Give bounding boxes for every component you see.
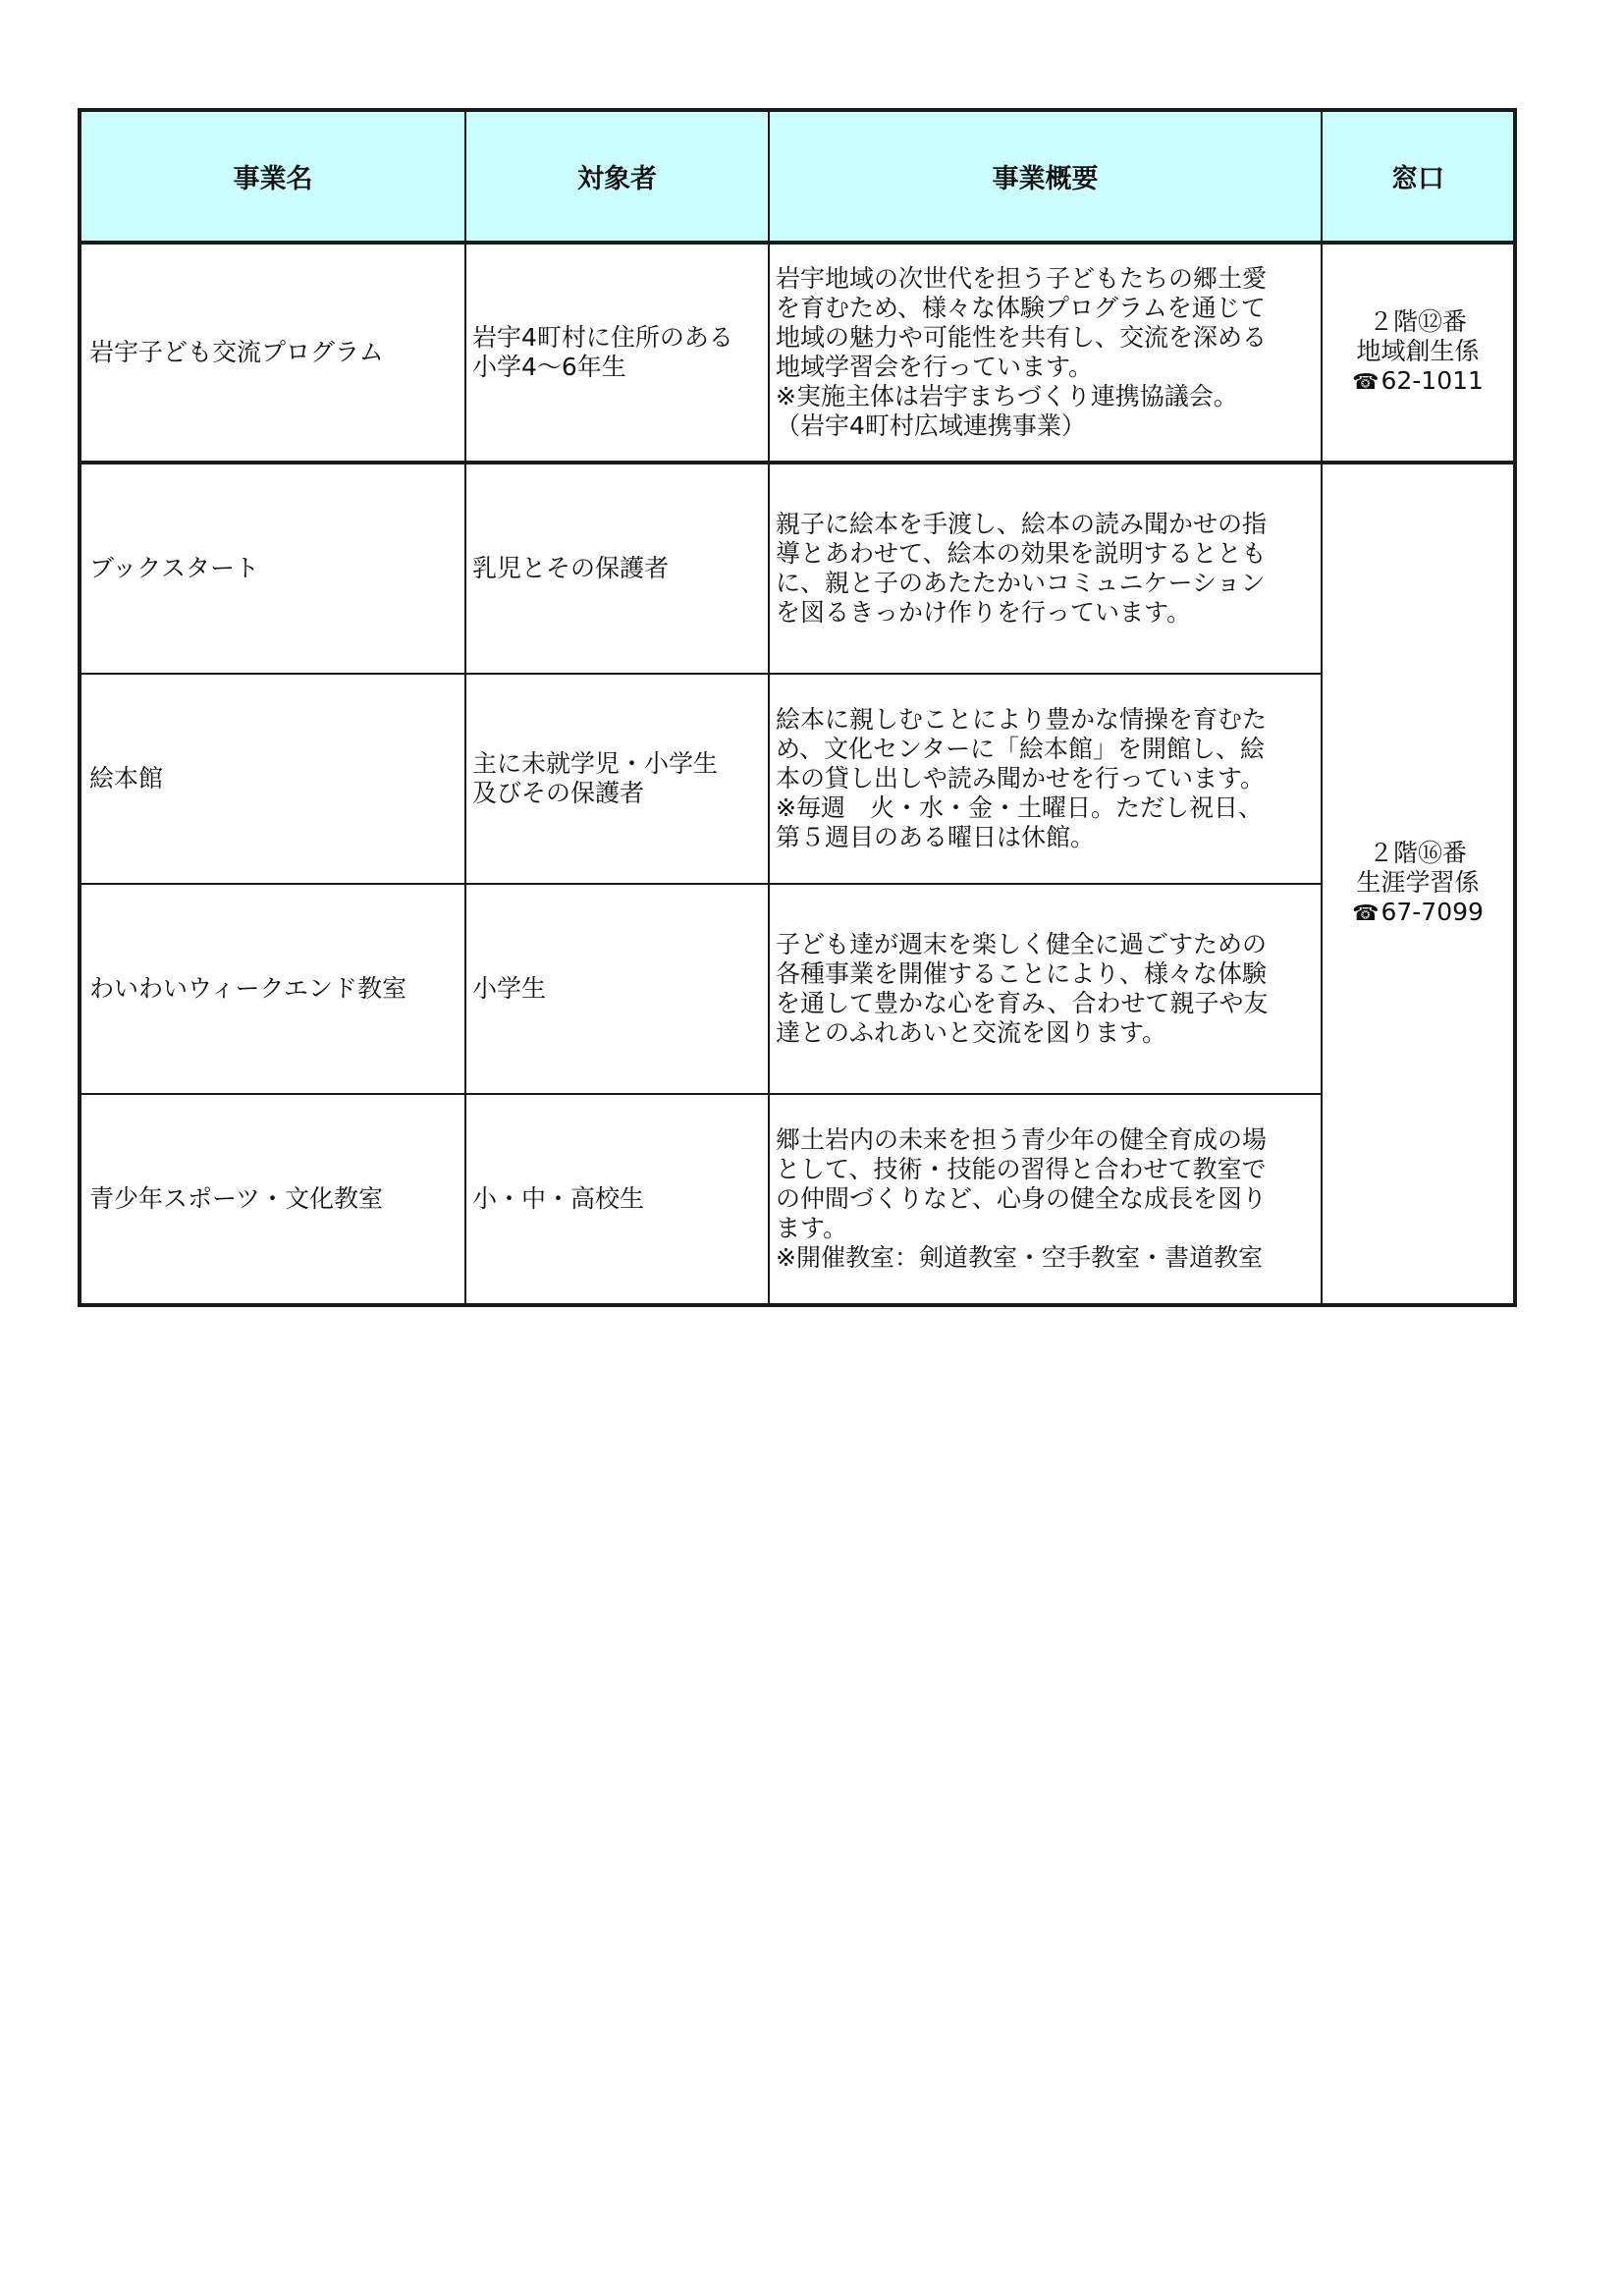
summary-line: ※毎週 火・水・金・土曜日。ただし祝日、 — [776, 793, 1263, 822]
program-name: わいわいウィークエンド教室 — [80, 884, 465, 1094]
contact-floor: ２階⑫番 — [1368, 307, 1467, 336]
program-name: 岩宇子ども交流プログラム — [80, 243, 465, 463]
header-name: 事業名 — [80, 110, 465, 243]
target-line: 主に未就学児・小学生 — [472, 749, 719, 778]
summary-line: ます。 — [776, 1214, 848, 1242]
summary-line: ※開催教室：剣道教室・空手教室・書道教室 — [776, 1243, 1263, 1272]
summary-line: ※実施主体は岩宇まちづくり連携協議会。 — [776, 382, 1238, 410]
summary-line: を通して豊かな心を育み、合わせて親子や友 — [776, 989, 1269, 1017]
program-summary — [769, 463, 1322, 674]
summary-line: 子ども達が週末を楽しく健全に過ごすための — [776, 930, 1268, 958]
contact-phone-line — [1323, 898, 1513, 929]
summary-line: の仲間づくりなど、心身の健全な成長を図り — [776, 1184, 1268, 1213]
program-target — [465, 1094, 769, 1305]
program-summary — [769, 243, 1322, 463]
header-contact: 窓口 — [1322, 110, 1515, 243]
program-target — [465, 884, 769, 1094]
program-target — [465, 674, 769, 884]
target-line: 小学生 — [472, 974, 547, 1003]
program-target — [465, 243, 769, 463]
program-summary — [769, 884, 1322, 1094]
contact-phone-line — [1323, 366, 1513, 398]
target-line: 小学4～6年生 — [472, 353, 626, 381]
summary-line: 郷土岩内の未来を担う青少年の健全育成の場 — [776, 1125, 1268, 1154]
summary-line: に、親と子のあたたかいコミュニケーション — [776, 569, 1266, 597]
table-row — [80, 1094, 1515, 1305]
program-target — [465, 463, 769, 674]
contact-phone: 67-7099 — [1380, 898, 1484, 926]
contact-phone: 62-1011 — [1380, 366, 1484, 395]
program-name: 絵本館 — [80, 674, 465, 884]
program-summary — [769, 674, 1322, 884]
summary-line: 地域の魅力や可能性を共有し、交流を深める — [776, 323, 1268, 352]
contact-floor: ２階⑯番 — [1368, 839, 1467, 867]
summary-line: 本の貸し出しや読み聞かせを行っています。 — [776, 764, 1266, 793]
summary-line: として、技術・技能の習得と合わせて教室で — [776, 1155, 1267, 1183]
summary-line: （岩宇4町村広域連携事業） — [776, 411, 1086, 440]
telephone-icon: ☎ — [1352, 370, 1380, 395]
contact-section: 地域創生係 — [1356, 337, 1480, 365]
target-line: 及びその保護者 — [472, 779, 645, 807]
summary-line: 導とあわせて、絵本の効果を説明するととも — [776, 539, 1267, 568]
program-summary — [769, 1094, 1322, 1305]
summary-line: を育むため、様々な体験プログラムを通じて — [776, 294, 1266, 322]
contact-cell — [1322, 463, 1515, 1305]
summary-line: 岩宇地域の次世代を担う子どもたちの郷土愛 — [776, 264, 1268, 293]
programs-table — [78, 108, 1517, 1307]
telephone-icon: ☎ — [1352, 902, 1380, 926]
program-name: 青少年スポーツ・文化教室 — [80, 1094, 465, 1305]
header-summary: 事業概要 — [769, 110, 1322, 243]
header-row — [80, 110, 1515, 243]
contact-cell — [1322, 243, 1515, 463]
target-line: 岩宇4町村に住所のある — [472, 323, 733, 352]
summary-line: 絵本に親しむことにより豊かな情操を育むた — [776, 705, 1268, 734]
summary-line: 第５週目のある曜日は休館。 — [776, 823, 1096, 851]
header-target: 対象者 — [465, 110, 769, 243]
summary-line: め、文化センターに「絵本館」を開館し、絵 — [776, 735, 1266, 763]
summary-line: 親子に絵本を手渡し、絵本の読み聞かせの指 — [776, 510, 1268, 538]
summary-line: を図るきっかけ作りを行っています。 — [776, 598, 1192, 627]
summary-line: 各種事業を開催することにより、様々な体験 — [776, 959, 1268, 988]
table-row — [80, 463, 1515, 674]
table-row — [80, 674, 1515, 884]
table-row — [80, 243, 1515, 463]
target-line: 小・中・高校生 — [472, 1184, 645, 1213]
contact-section: 生涯学習係 — [1356, 868, 1480, 897]
summary-line: 地域学習会を行っています。 — [776, 353, 1094, 381]
summary-line: 達とのふれあいと交流を図ります。 — [776, 1018, 1167, 1047]
program-name: ブックスタート — [80, 463, 465, 674]
table-row — [80, 884, 1515, 1094]
target-line: 乳児とその保護者 — [472, 554, 670, 582]
